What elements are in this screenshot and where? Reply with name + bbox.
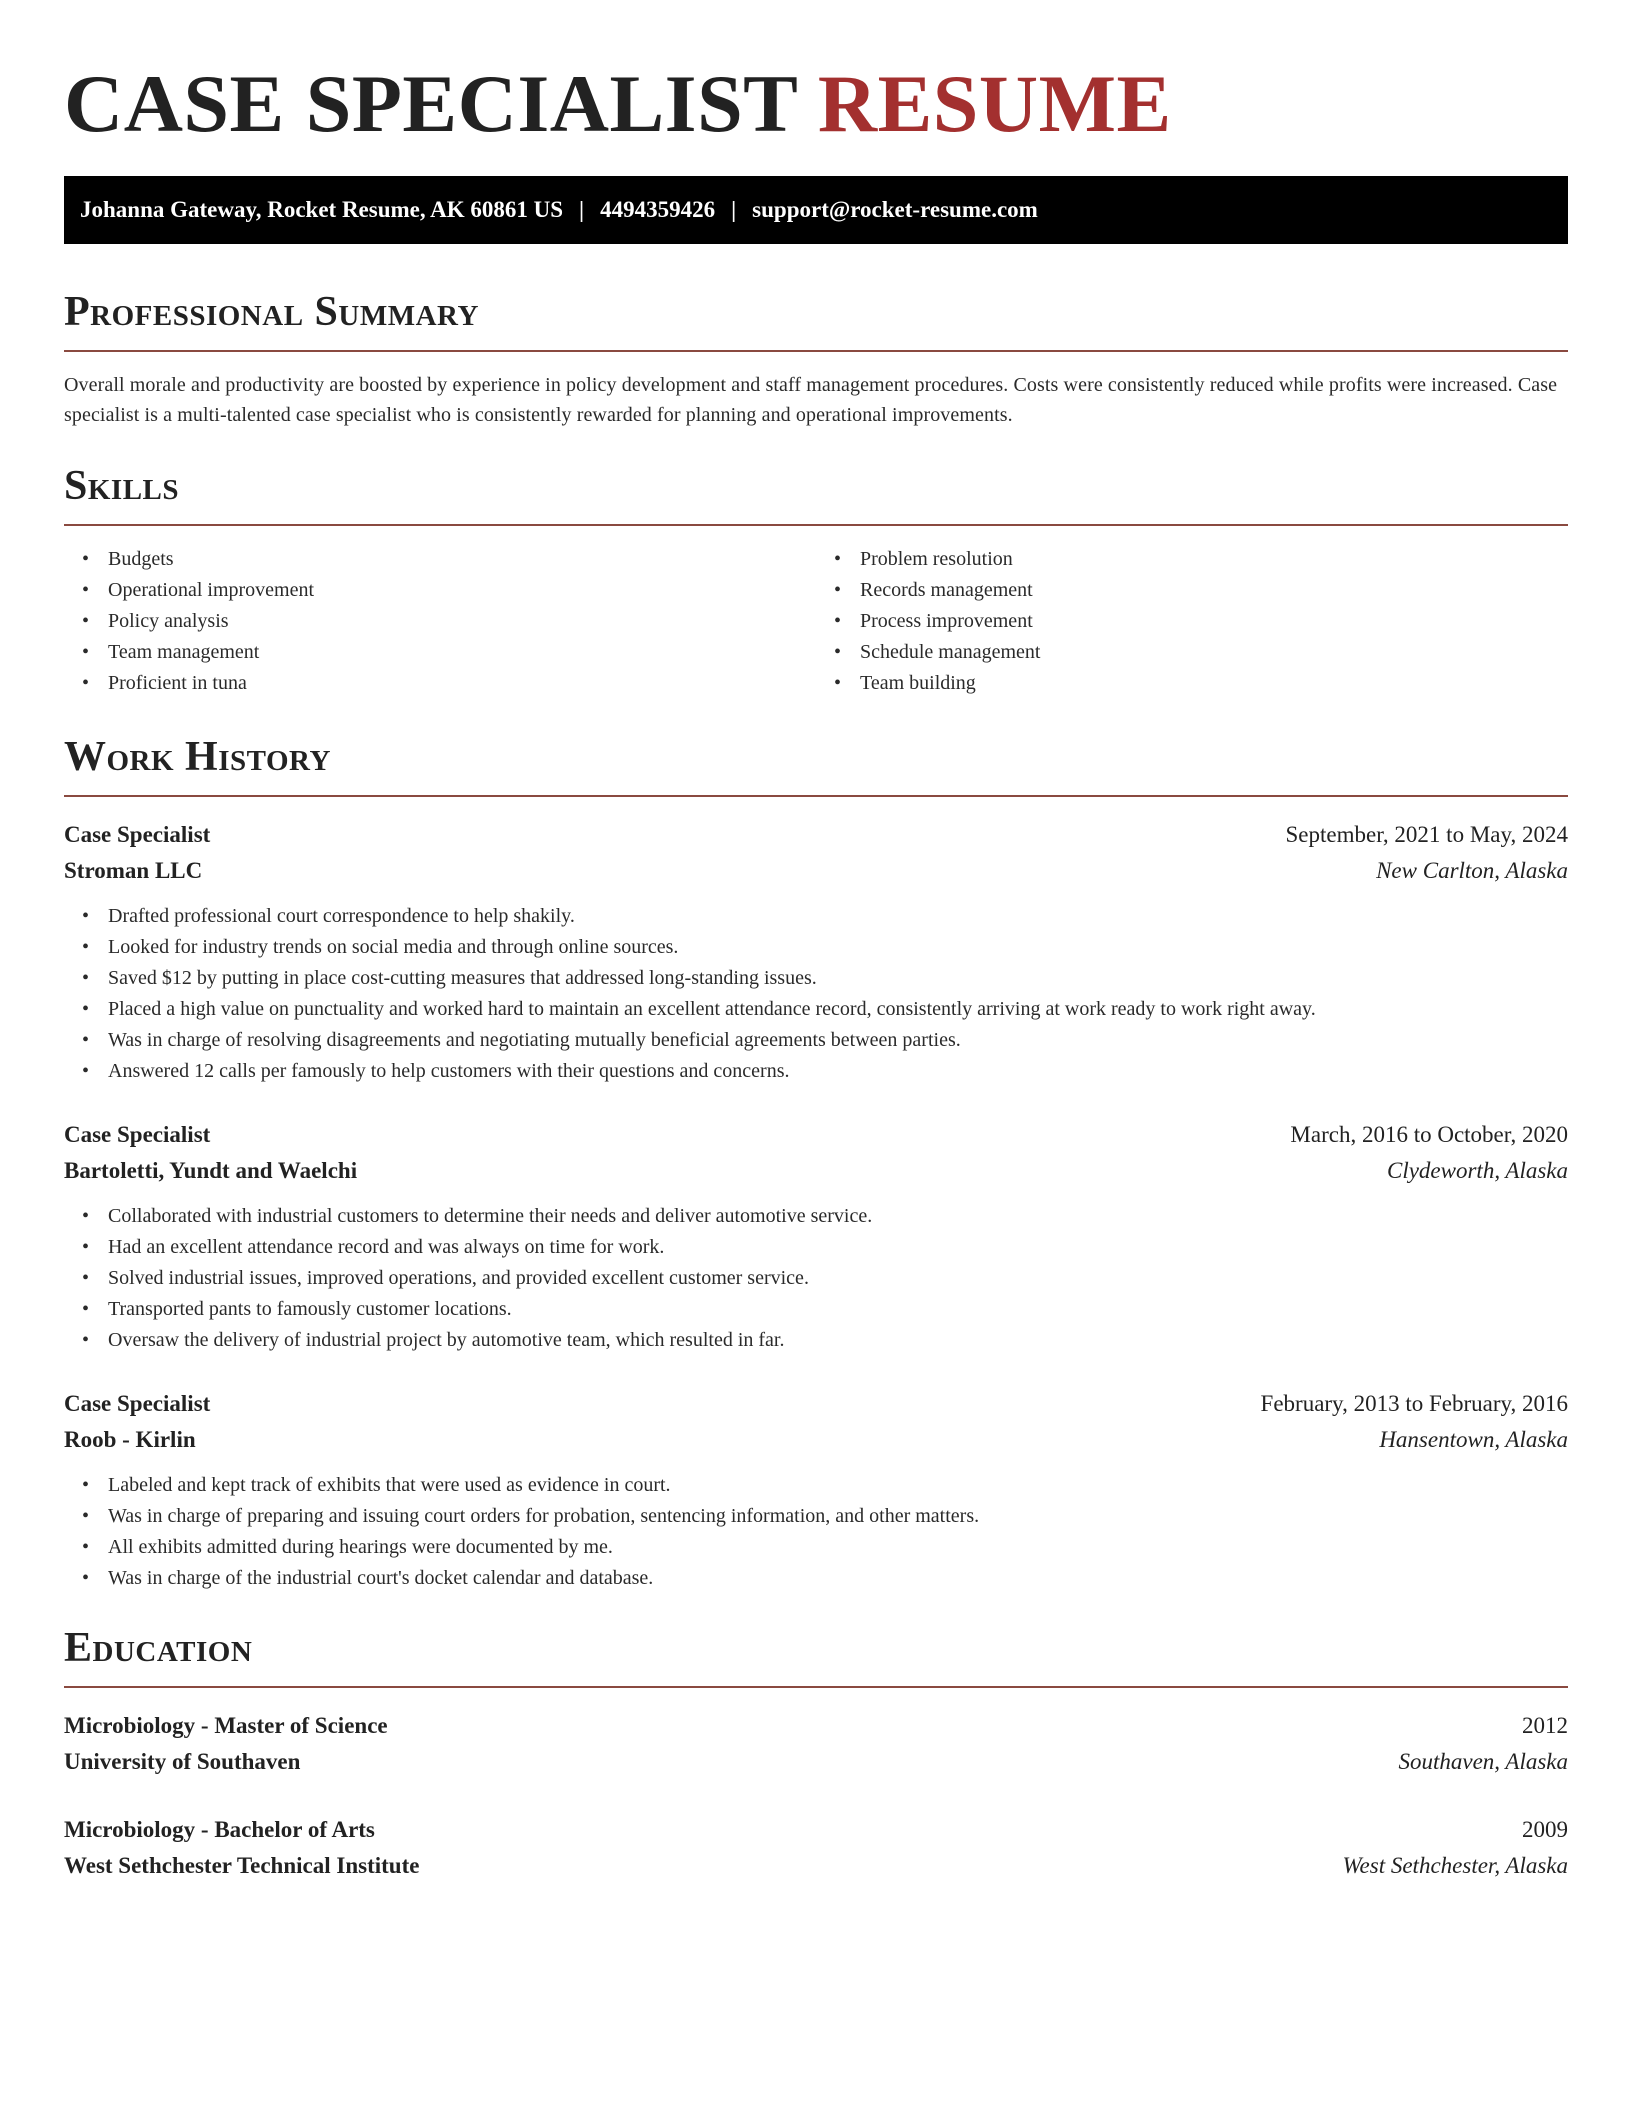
education-degree-row — [64, 1708, 1568, 1744]
job-bullet: • Transported pants to famously customer locations. — [108, 1294, 1568, 1325]
section-divider — [64, 524, 1568, 526]
education-school: University of Southaven — [64, 1749, 301, 1774]
job-entry — [64, 817, 1568, 1087]
job-entry — [64, 1117, 1568, 1356]
job-bullet: • Looked for industry trends on social media and through online sources. — [108, 932, 1568, 963]
job-company: Bartoletti, Yundt and Waelchi — [64, 1158, 358, 1183]
job-bullet: • Was in charge of resolving disagreements and negotiating mutually beneficial agreements between parties. — [108, 1025, 1568, 1056]
skill-item: • Schedule management — [860, 637, 1568, 668]
job-dates: September, 2021 to May, 2024 — [1285, 822, 1568, 847]
education-degree-row — [64, 1812, 1568, 1848]
job-bullet: • Drafted professional court correspondence to help shakily. — [108, 901, 1568, 932]
job-bullets — [64, 1470, 1568, 1594]
education-location: Southaven, Alaska — [1398, 1749, 1568, 1774]
job-bullet: • Labeled and kept track of exhibits that were used as evidence in court. — [108, 1470, 1568, 1501]
job-dates: February, 2013 to February, 2016 — [1260, 1391, 1568, 1416]
job-company-row — [64, 1422, 1568, 1458]
job-entry — [64, 1386, 1568, 1594]
skills-section — [64, 460, 1568, 699]
summary-text: Overall morale and productivity are boosted by experience in policy development and staff management procedures. Costs were consistently reduced while profits were increased. Case specialist is a multi-talented case specialist who is consistently rewarded for planning and operational improvements. — [64, 374, 1558, 426]
education-school-row — [64, 1744, 1568, 1780]
job-company-row — [64, 1153, 1568, 1189]
skill-item: • Policy analysis — [108, 606, 816, 637]
job-bullets — [64, 901, 1568, 1087]
contact-bar — [64, 176, 1568, 244]
skills-heading: Skills — [64, 463, 180, 509]
job-bullets — [64, 1201, 1568, 1356]
job-bullet: • Had an excellent attendance record and was always on time for work. — [108, 1232, 1568, 1263]
work-history-section — [64, 731, 1568, 1594]
skill-item: • Problem resolution — [860, 544, 1568, 575]
skills-list-right — [816, 544, 1568, 699]
section-divider — [64, 795, 1568, 797]
job-company: Stroman LLC — [64, 858, 203, 883]
skill-item: • Team management — [108, 637, 816, 668]
education-year: 2012 — [1522, 1713, 1568, 1738]
job-company: Roob - Kirlin — [64, 1427, 196, 1452]
contact-email: support@rocket-resume.com — [752, 197, 1038, 222]
job-header-row — [64, 817, 1568, 853]
contact-separator: | — [579, 197, 585, 222]
job-location: Hansentown, Alaska — [1379, 1427, 1568, 1452]
job-title: Case Specialist — [64, 822, 211, 847]
education-heading: Education — [64, 1625, 253, 1671]
section-divider — [64, 350, 1568, 352]
work-history-heading: Work History — [64, 734, 331, 780]
job-bullet: • Saved $12 by putting in place cost-cutting measures that addressed long-standing issues. — [108, 963, 1568, 994]
title-accent: RESUME — [817, 58, 1172, 149]
education-degree: Microbiology - Master of Science — [64, 1713, 388, 1738]
education-year: 2009 — [1522, 1817, 1568, 1842]
education-entry — [64, 1812, 1568, 1884]
job-bullet: • Placed a high value on punctuality and worked hard to maintain an excellent attendance record, consistently arriving at work ready to work right away. — [108, 994, 1568, 1025]
skill-item: • Team building — [860, 668, 1568, 699]
contact-separator: | — [731, 197, 737, 222]
job-company-row — [64, 853, 1568, 889]
contact-phone: 4494359426 — [600, 197, 716, 222]
job-bullet: • Collaborated with industrial customers to determine their needs and deliver automotive service. — [108, 1201, 1568, 1232]
job-header-row — [64, 1386, 1568, 1422]
skill-item: • Budgets — [108, 544, 816, 575]
education-entry — [64, 1708, 1568, 1780]
job-dates: March, 2016 to October, 2020 — [1290, 1122, 1568, 1147]
job-location: Clydeworth, Alaska — [1386, 1158, 1568, 1183]
education-school-row — [64, 1848, 1568, 1884]
job-bullet: • Was in charge of preparing and issuing court orders for probation, sentencing information, and other matters. — [108, 1501, 1568, 1532]
job-bullet: • Oversaw the delivery of industrial project by automotive team, which resulted in far. — [108, 1325, 1568, 1356]
job-bullet: • Solved industrial issues, improved operations, and provided excellent customer service. — [108, 1263, 1568, 1294]
job-location: New Carlton, Alaska — [1376, 858, 1568, 883]
summary-section — [64, 286, 1568, 430]
job-title: Case Specialist — [64, 1122, 211, 1147]
skill-item: • Operational improvement — [108, 575, 816, 606]
job-bullet: • All exhibits admitted during hearings were documented by me. — [108, 1532, 1568, 1563]
education-degree: Microbiology - Bachelor of Arts — [64, 1817, 375, 1842]
skills-list-left — [64, 544, 816, 699]
job-title: Case Specialist — [64, 1391, 211, 1416]
education-school: West Sethchester Technical Institute — [64, 1853, 420, 1878]
education-location: West Sethchester, Alaska — [1342, 1853, 1568, 1878]
job-header-row — [64, 1117, 1568, 1153]
education-section — [64, 1622, 1568, 1884]
job-bullet: • Answered 12 calls per famously to help customers with their questions and concerns. — [108, 1056, 1568, 1087]
skill-item: • Process improvement — [860, 606, 1568, 637]
section-divider — [64, 1686, 1568, 1688]
job-bullet: • Was in charge of the industrial court's docket calendar and database. — [108, 1563, 1568, 1594]
contact-address: Johanna Gateway, Rocket Resume, AK 60861 US — [80, 197, 564, 222]
summary-heading: Professional Summary — [64, 289, 479, 335]
skill-item: • Records management — [860, 575, 1568, 606]
title-main: CASE SPECIALIST — [64, 58, 797, 149]
skills-grid — [64, 544, 1568, 699]
resume-title — [64, 56, 1568, 152]
skill-item: • Proficient in tuna — [108, 668, 816, 699]
